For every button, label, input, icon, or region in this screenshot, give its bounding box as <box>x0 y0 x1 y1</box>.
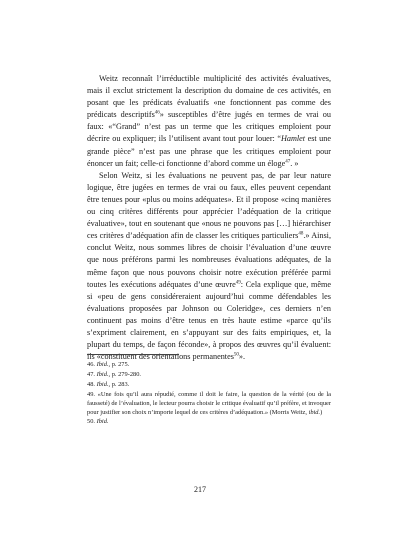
text-run: : Cela explique que, même si «peu de gens considéreraient aujourd’hui comme défendables les évaluations proposées par Johnson ou Coleridge», ces derniers n’en continuent pas moins d’être tenus en très haute estime «parce qu’ils s’expriment clairement, en s’appuyant sur des faits empiriques, et, la plupart du temps, de façon féconde», à propos des œuvres qu’il évaluent: ils «constituent des orientations permanentes <box>87 279 331 362</box>
title-italic: Hamlet <box>280 134 306 144</box>
footnote-ref-49: 49 <box>235 279 241 285</box>
footnote-ref-50: 50 <box>233 352 239 358</box>
ibid-italic: Ibid. <box>96 418 109 426</box>
footnote-47 <box>87 371 331 380</box>
footnote-ref-48: 48 <box>298 231 304 237</box>
text-run: .» Ainsi, conclut Weitz, nous sommes libres de choisir l’évaluation d’une œuvre que nous préférons parmi les nombreuses évaluations adéquates, de la même façon que nous pouvons choisir notre exécution préférée parmi toutes les exécutions adéquates d’une œuvre <box>87 231 331 289</box>
paragraph-2 <box>87 170 331 364</box>
footnote-49 <box>87 391 331 418</box>
page-number: 217 <box>194 485 206 494</box>
text-run: » susceptibles d’être jugés en termes de vrai ou faux: «“Grand” n’est pas un terme que les critiques emploient pour décrire ou expliquer; ils l’utilisent avant tout pour louer: “ <box>87 110 331 144</box>
ibid-italic: Ibid. <box>96 370 109 378</box>
footnote-ref-47: 47 <box>285 158 291 164</box>
footnote-48 <box>87 381 331 390</box>
footnote-46 <box>87 361 331 370</box>
footnote-separator <box>87 354 179 355</box>
footnote-number: 48. <box>87 380 95 388</box>
ibid-italic: Ibid. <box>96 361 109 368</box>
footnote-text: , p. 283. <box>108 380 130 388</box>
footnote-number: 50. <box>87 418 95 426</box>
footnotes <box>87 361 331 428</box>
footnote-text: , p. 279-280. <box>108 370 141 378</box>
text-run: ». <box>238 352 246 362</box>
paragraph-1 <box>87 73 331 170</box>
text-run: Selon Weitz, si les évaluations ne peuvent pas, de par leur nature logique, être jugées en termes de vrai ou faux, elles peuvent cependant être tenues pour «plus ou moins adéquates». Et il propose «cinq manières ou cinq critères différents pour apprécier l’adéquation de la critique évaluative», tout en soutenant que «nous ne pouvons pas […] hiérarchiser ces critères d’adéquation afin de classer les critiques particuliers <box>87 170 331 241</box>
footnote-number: 47. <box>87 370 95 378</box>
footnote-text: 49. «Une fois qu’il aura répudié, comme il doit le faire, la question de la vérité (ou de la fausseté) de l’évaluation, le lecteur pourra choisir le critique évaluatif qu’il préfère, et invoquer pour justifier son choix n’importe lequel de ces critères d’adéquation.» (Morris Weitz, <box>87 390 331 416</box>
footnote-number: 46. <box>87 361 95 368</box>
text-run: Weitz reconnaît l’irréductible multiplicité des activités évaluatives, mais il exclut strictement la description du domaine de ces activités, en posant que les prédicats évaluatifs «ne fonctionnent pas comme des prédicats descriptifs <box>87 74 331 120</box>
footnote-text: , p. 275. <box>108 361 130 368</box>
text-run: . » <box>290 158 299 168</box>
ibid-italic: ibid. <box>308 408 321 416</box>
main-text <box>87 73 331 363</box>
footnote-ref-46: 46 <box>154 110 160 116</box>
footnote-text: ) <box>320 408 323 416</box>
text-run: est une grande pièce” n’est pas une phrase que les critiques emploient pour énoncer un fait; celle-ci fonctionne d’abord comme un éloge <box>87 134 332 168</box>
ibid-italic: Ibid. <box>96 380 109 388</box>
footnote-50 <box>87 418 331 427</box>
